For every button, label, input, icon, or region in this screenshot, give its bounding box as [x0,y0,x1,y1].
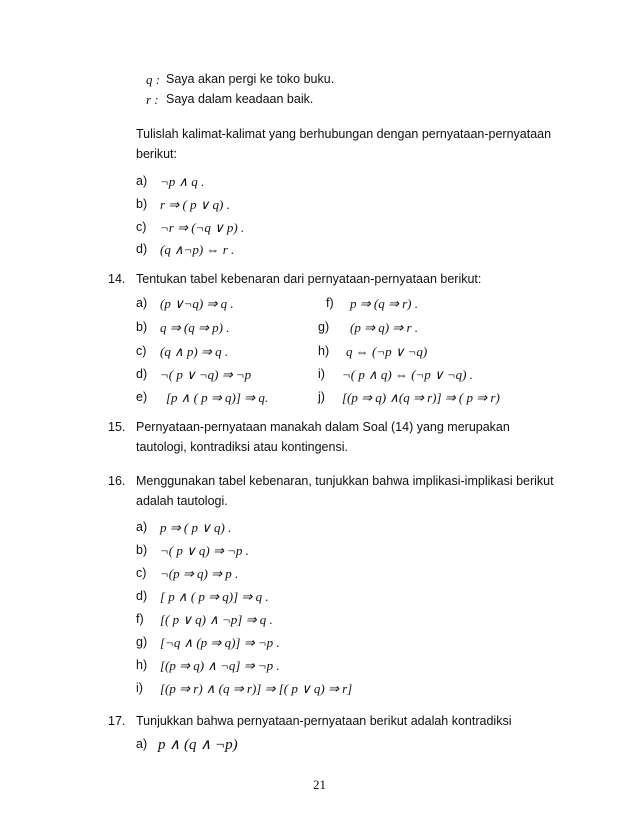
p13-item-expr: ¬p ∧ q . [160,174,205,189]
p14-item-label: f) [326,296,334,310]
p14-text: Tentukan tabel kebenaran dari pernyataan-pernyataan berikut: [136,272,482,286]
p14-item-label: e) [136,390,148,404]
p16-item-label: h) [136,658,148,672]
p16-line1: Menggunakan tabel kebenaran, tunjukkan bahwa implikasi-implikasi berikut [136,474,554,488]
p16-item-expr: [(p ⇒ r) ∧ (q ⇒ r)] ⇒ [( p ∨ q) ⇒ r] [160,681,353,696]
p16-item-expr: [ p ∧ ( p ⇒ q)] ⇒ q . [160,589,269,604]
p14-item-label: i) [318,367,325,381]
p16-item-label: b) [136,543,148,557]
def-q-text: Saya akan pergi ke toko buku. [166,72,335,86]
p15-number: 15. [108,420,126,434]
p14-item-expr: ¬( p ∨ ¬q) ⇒ ¬p [160,367,252,382]
p16-item-expr: [¬q ∧ (p ⇒ q)] ⇒ ¬p . [160,635,280,650]
p13-item-label: b) [136,197,148,211]
p13-line2: berikut: [136,147,177,161]
p16-item-label: i) [136,681,143,695]
p17-number: 17. [108,714,126,728]
p16-item-label: g) [136,635,148,649]
def-r-var: r : [146,92,159,107]
p14-item-label: g) [318,320,330,334]
p14-item-label: b) [136,320,148,334]
p13-line1: Tulislah kalimat-kalimat yang berhubungan dengan pernyataan-pernyataan [136,127,552,141]
p14-item-label: c) [136,344,147,358]
p14-item-expr: p ⇒ (q ⇒ r) . [350,296,419,311]
p14-item-expr: ¬( p ∧ q) ⇔ (¬p ∨ ¬q) . [342,367,473,382]
p15-line1: Pernyataan-pernyataan manakah dalam Soal (14) yang merupakan [136,420,510,434]
p16-item-expr: p ⇒ ( p ∨ q) . [160,520,232,535]
p14-item-label: j) [318,390,325,404]
p14-item-label: a) [136,296,148,310]
p14-item-expr: [p ∧ ( p ⇒ q)] ⇒ q. [166,390,269,405]
p13-item-label: d) [136,242,148,256]
p16-number: 16. [108,474,126,488]
p14-item-label: d) [136,367,148,381]
p13-item-label: c) [136,220,147,234]
def-r-text: Saya dalam keadaan baik. [166,92,314,106]
p14-item-expr: q ⇒ (q ⇒ p) . [160,320,230,335]
p13-item-label: a) [136,174,148,188]
p14-item-expr: q ⇔ (¬p ∨ ¬q) [346,344,428,359]
p16-item-label: c) [136,566,147,580]
p16-item-expr: ¬( p ∨ q) ⇒ ¬p . [160,543,249,558]
p17-item-expr: p ∧ (q ∧ ¬p) [158,737,238,753]
p14-number: 14. [108,272,126,286]
p16-item-label: f) [136,612,144,626]
p15-line2: tautologi, kontradiksi atau kontingensi. [136,440,348,454]
p17-text: Tunjukkan bahwa pernyataan-pernyataan berikut adalah kontradiksi [136,714,512,728]
page-number: 21 [313,777,326,792]
def-q-var: q : [146,72,161,87]
p16-item-label: d) [136,589,148,603]
p14-item-expr: (p ∨¬q) ⇒ q . [160,296,234,311]
p14-item-expr: (p ⇒ q) ⇒ r . [350,320,419,335]
p13-item-expr: (q ∧¬p) ⇔ r . [160,242,235,257]
p13-item-expr: ¬r ⇒ (¬q ∨ p) . [160,220,245,235]
p16-item-expr: [(p ⇒ q) ∧ ¬q] ⇒ ¬p . [160,658,280,673]
p14-item-label: h) [318,344,330,358]
p14-item-expr: (q ∧ p) ⇒ q . [160,344,229,359]
p13-item-expr: r ⇒ ( p ∨ q) . [160,197,230,212]
p16-item-label: a) [136,520,148,534]
p17-item-label: a) [136,737,148,751]
p16-item-expr: ¬(p ⇒ q) ⇒ p . [160,566,239,581]
p16-line2: adalah tautologi. [136,494,228,508]
p16-item-expr: [( p ∨ q) ∧ ¬p] ⇒ q . [160,612,273,627]
p14-item-expr: [(p ⇒ q) ∧(q ⇒ r)] ⇒ ( p ⇒ r) [342,390,500,405]
